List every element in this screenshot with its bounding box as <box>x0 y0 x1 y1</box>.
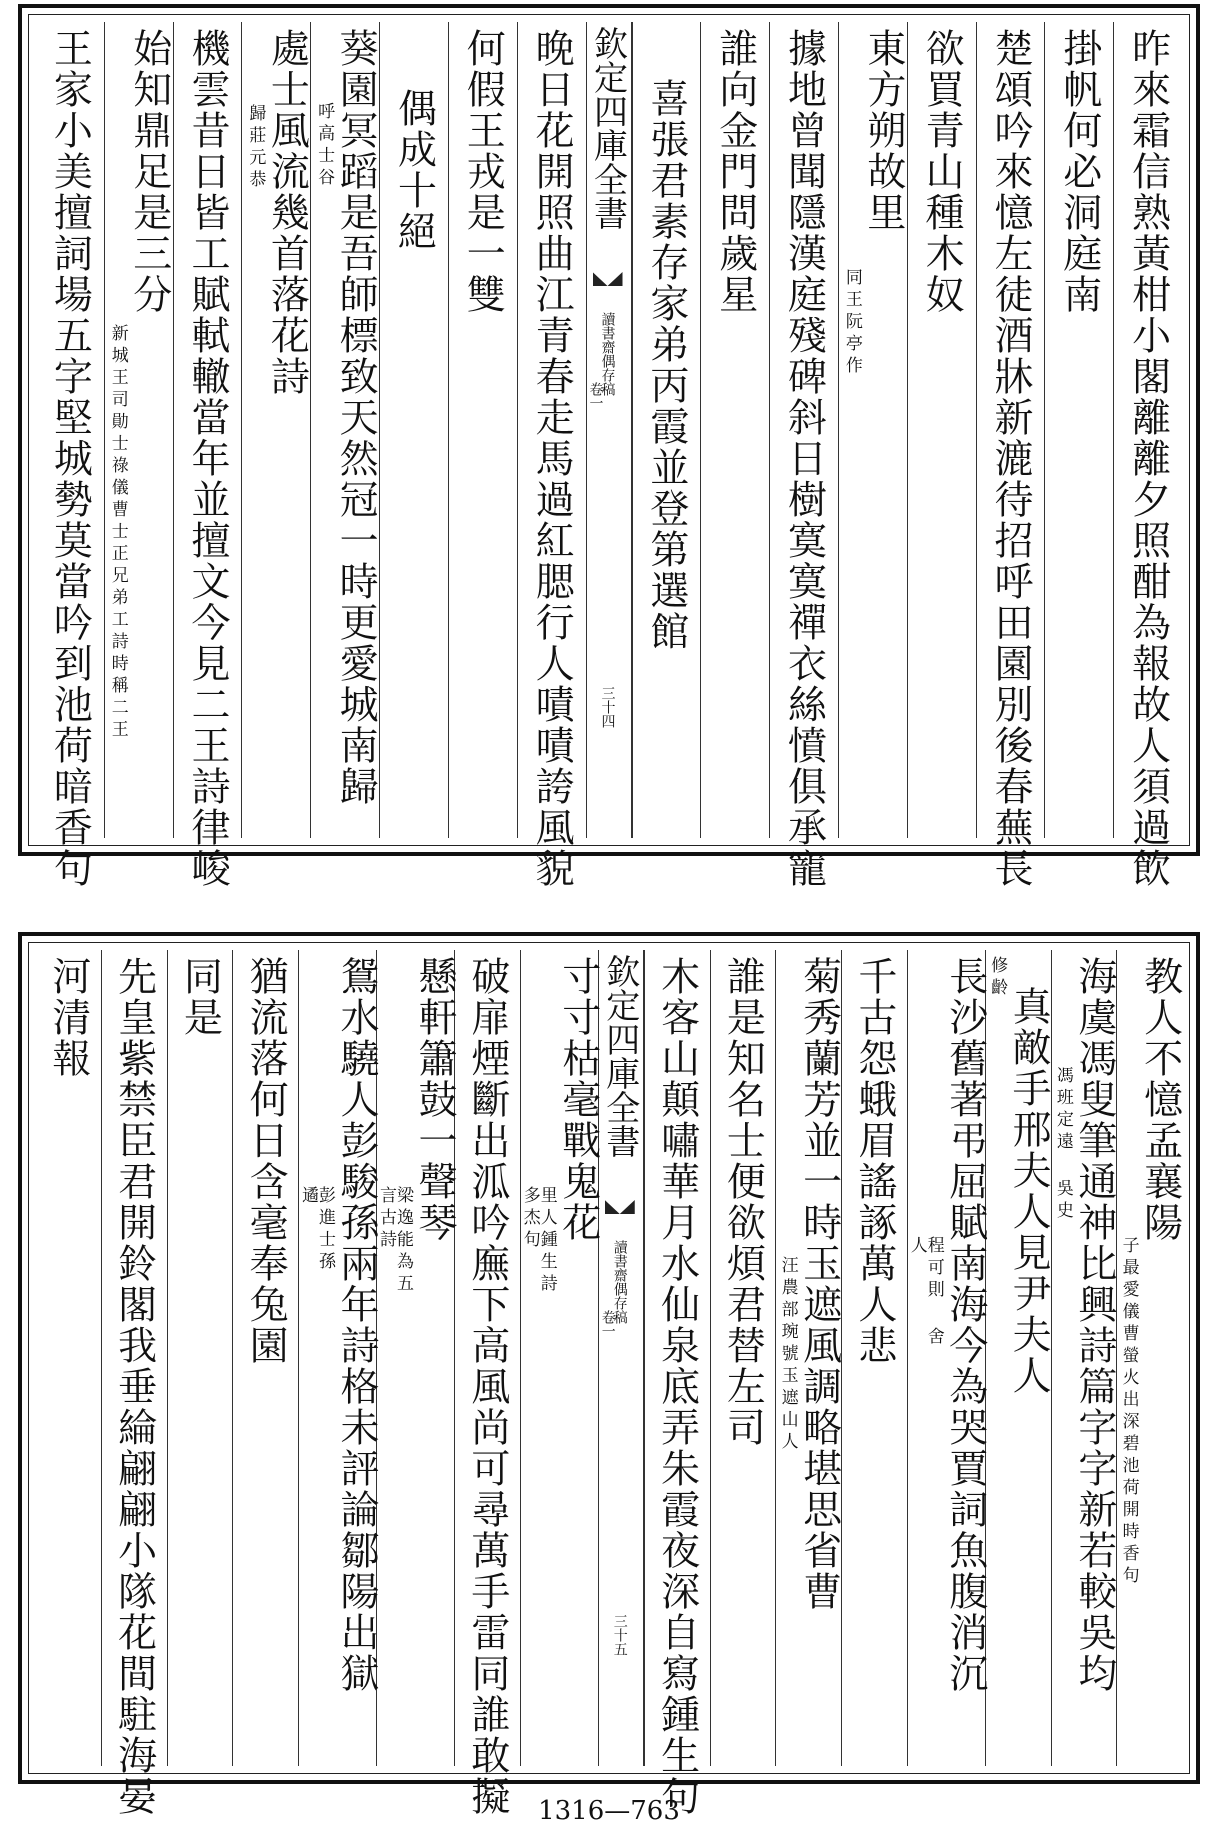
column-text: 同是 <box>177 956 223 1038</box>
column-text: 鴛水驍人彭駿孫兩年詩格未評論鄒陽出獄 <box>334 956 379 1694</box>
column-text: 掛帆何必洞庭南 <box>1056 28 1102 315</box>
text-column <box>448 22 517 838</box>
text-column <box>310 22 379 838</box>
column-text: 晚日花開照曲江青春走馬過紅腮行人嘖嘖誇風貌 <box>529 28 575 889</box>
annotation-note: 同王阮亭作 <box>841 268 862 378</box>
text-column <box>379 22 448 838</box>
text-column <box>376 950 457 1766</box>
annotation-note: 新城王司勛士祿儀曹士正兄弟工詩時稱二王 <box>107 324 128 742</box>
book-series-title: 欽定四庫全書 <box>587 26 628 230</box>
annotation-note: 彭進士孫遹 <box>298 1186 335 1274</box>
page-number: 1316—763 <box>538 1796 680 1826</box>
column-text: 楚頌吟來憶左徒酒牀新漉待招呼田園別後春蕪長 <box>987 28 1033 889</box>
annotation-note: 子最愛儀曹螢火出深碧池荷開時香句 <box>1118 1236 1139 1588</box>
column-text: 欲買青山種木奴 <box>919 28 965 315</box>
text-column <box>838 22 907 838</box>
book-title: 讀書齋偶存稿 <box>599 312 616 396</box>
column-text: 喜張君素存家弟丙霞並登第選館 <box>643 78 689 652</box>
column-text: 木客山顛嘯華月水仙泉底弄朱霞夜深自寫鍾生句 <box>654 956 700 1817</box>
column-text: 長沙舊著弔屈賦南海今為哭賈詞魚腹消沉 <box>942 956 988 1694</box>
page-top <box>18 4 1200 889</box>
volume-label: 卷一 <box>599 1310 616 1338</box>
text-column <box>906 950 988 1766</box>
text-column <box>841 950 907 1766</box>
annotation-note: 修齡 <box>987 956 1008 1000</box>
column-text: 教人不憶孟襄陽 <box>1137 956 1183 1243</box>
text-column <box>298 950 379 1766</box>
column-text: 寸寸枯毫戰鬼花 <box>555 956 601 1243</box>
annotation-note: 歸莊元恭 <box>245 104 266 192</box>
text-column <box>644 950 710 1817</box>
column-text: 真敵手邢夫人見尹夫人 <box>1006 986 1052 1396</box>
column-text: 誰是知名士便欲煩君替左司 <box>720 956 766 1448</box>
book-title: 讀書齋偶存稿 <box>611 1240 628 1324</box>
text-column <box>104 22 173 838</box>
center-fold <box>598 950 644 1766</box>
text-column <box>1116 950 1182 1766</box>
volume-label: 卷一 <box>587 382 604 410</box>
column-text: 誰向金門問歲星 <box>712 28 758 315</box>
column-text: 海虞馮叟筆通神比興詩篇字字新若較吳均 <box>1071 956 1117 1694</box>
leaf-number: 三十四 <box>599 686 616 728</box>
center-fold <box>586 22 632 838</box>
column-text: 據地曾聞隱漢庭殘碑斜日樹寞寞禪衣絲憤俱承寵 <box>781 28 827 889</box>
column-text: 偶成十絕 <box>391 88 437 252</box>
annotation-note: 里人鍾生詩多杰句 <box>519 1186 557 1296</box>
column-text: 始知鼎足是三分 <box>126 28 172 315</box>
text-column <box>769 22 838 889</box>
text-column <box>710 950 776 1766</box>
text-column <box>775 950 841 1766</box>
text-column <box>36 22 104 889</box>
text-column <box>173 22 242 889</box>
text-column <box>232 950 298 1766</box>
annotation-note: 馮班定遠 吳史 <box>1052 1066 1073 1223</box>
text-column <box>907 22 976 838</box>
column-text: 先皇紫禁臣君開鈴閣我垂綸翩翩小隊花間駐海晏 <box>111 956 157 1817</box>
column-text: 猶流落何日含毫奉兔園 <box>243 956 289 1366</box>
text-column <box>1051 950 1117 1766</box>
fish-tail-mark-icon <box>605 1200 635 1214</box>
column-text: 千古怨蛾眉謠諑萬人悲 <box>851 956 897 1366</box>
text-columns <box>36 22 1182 889</box>
column-text: 昨來霜信熟黃柑小閣離離夕照酣為報故人須過飲 <box>1125 28 1171 889</box>
text-column <box>36 950 101 1766</box>
column-text: 機雲昔日皆工賦軾轍當年並擅文今見二王詩律峻 <box>185 28 231 889</box>
annotation-note: 呼高士谷 <box>314 102 335 190</box>
text-column <box>1113 22 1182 889</box>
column-text: 菊秀蘭芳並一時玉遮風調略堪思省曹 <box>796 956 842 1612</box>
column-text: 王家小美擅詞場五字堅城勢莫當吟到池荷暗香句 <box>47 28 93 889</box>
annotation-note: 程可則 舍人 <box>906 1236 944 1349</box>
book-series-title: 欽定四庫全書 <box>599 954 640 1158</box>
column-text: 何假王戎是一雙 <box>460 28 506 315</box>
text-column <box>632 22 701 838</box>
annotation-note: 梁逸能為五言古詩 <box>376 1186 413 1296</box>
annotation-note: 汪農部琬號玉遮山人 <box>777 1256 798 1454</box>
column-text: 葵園冥蹈是吾師標致天然冠一時更愛城南歸 <box>333 28 379 807</box>
leaf-number: 三十五 <box>611 1614 628 1656</box>
text-column <box>976 22 1045 889</box>
text-column <box>517 22 586 889</box>
text-column <box>241 22 310 838</box>
text-column <box>985 950 1051 1766</box>
text-column <box>700 22 769 838</box>
column-text: 東方朔故里 <box>860 28 906 233</box>
text-column <box>167 950 233 1766</box>
column-text: 懸軒簫鼓一聲琴 <box>412 956 457 1243</box>
text-column <box>519 950 601 1766</box>
text-column <box>101 950 167 1817</box>
fish-tail-mark-icon <box>593 272 623 286</box>
column-text: 處士風流幾首落花詩 <box>264 28 310 397</box>
text-column <box>454 950 520 1817</box>
text-column <box>1044 22 1113 838</box>
column-text: 破扉煙斷出泒吟廡下高風尚可尋萬手雷同誰敢擬 <box>464 956 510 1817</box>
column-text: 河清報 <box>45 956 91 1079</box>
